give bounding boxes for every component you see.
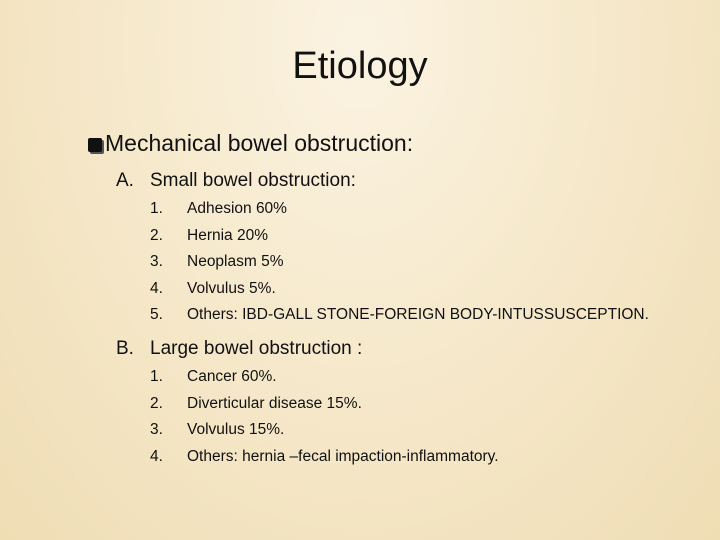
section-heading: Small bowel obstruction: bbox=[150, 170, 356, 191]
list-item-number: 2. bbox=[150, 394, 163, 412]
list-item-number: 5. bbox=[150, 306, 163, 323]
list-item-number: 3. bbox=[150, 253, 163, 270]
small-bowel-list bbox=[150, 196, 649, 329]
list-item-text: Volvulus 15%. bbox=[187, 421, 285, 438]
list-item bbox=[150, 249, 649, 276]
list-item-text: Hernia 20% bbox=[187, 226, 268, 244]
slide-title: Etiology bbox=[292, 45, 428, 87]
list-item-text: Adhesion 60% bbox=[187, 200, 287, 217]
section-large-bowel bbox=[116, 337, 362, 361]
list-item-number: 1. bbox=[150, 200, 163, 217]
list-item bbox=[150, 196, 649, 223]
list-item-text: Diverticular disease 15%. bbox=[187, 394, 362, 412]
list-item-text: Volvulus 5%. bbox=[187, 279, 276, 297]
section-heading: Large bowel obstruction : bbox=[150, 338, 363, 359]
list-item-number: 1. bbox=[150, 368, 163, 385]
list-item bbox=[150, 276, 649, 303]
list-item bbox=[150, 391, 499, 418]
list-item bbox=[150, 417, 499, 444]
list-item bbox=[150, 444, 499, 471]
list-item-number: 4. bbox=[150, 279, 163, 297]
list-item-number: 2. bbox=[150, 226, 163, 244]
list-item bbox=[150, 302, 649, 329]
section-letter: A. bbox=[116, 170, 134, 191]
section-small-bowel bbox=[116, 169, 356, 193]
section-letter: B. bbox=[116, 338, 134, 359]
list-item bbox=[150, 364, 499, 391]
list-item-text: Neoplasm 5% bbox=[187, 253, 284, 270]
list-item-text: Others: hernia –fecal impaction-inflammatory. bbox=[187, 447, 499, 465]
square-bullet-icon bbox=[88, 138, 102, 152]
list-item bbox=[150, 223, 649, 250]
list-item-text: Cancer 60%. bbox=[187, 368, 277, 385]
main-bullet bbox=[88, 128, 413, 158]
large-bowel-list bbox=[150, 364, 499, 470]
list-item-number: 4. bbox=[150, 447, 163, 465]
list-item-number: 3. bbox=[150, 421, 163, 438]
list-item-text: Others: IBD-GALL STONE-FOREIGN BODY-INTUSSUSCEPTION. bbox=[187, 306, 649, 323]
main-bullet-text: Mechanical bowel obstruction: bbox=[105, 130, 414, 156]
